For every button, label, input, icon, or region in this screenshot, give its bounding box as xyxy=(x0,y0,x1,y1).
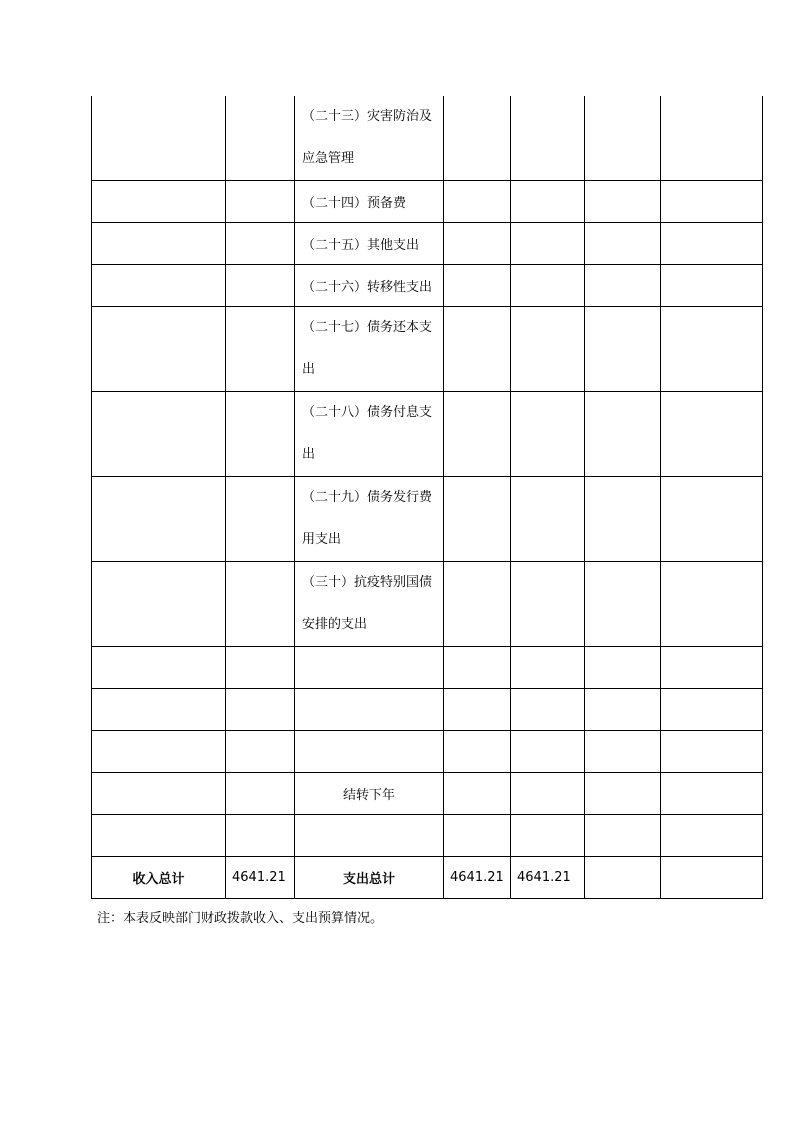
carry-forward-label: 结转下年 xyxy=(295,773,444,815)
table-row xyxy=(92,265,763,307)
expense-total-value: 4641.21 xyxy=(444,857,511,899)
table-row xyxy=(92,307,763,392)
expense-item-label: （二十七）债务还本支出 xyxy=(295,307,444,392)
expense-total-label: 支出总计 xyxy=(295,857,444,899)
table-row xyxy=(92,731,763,773)
expense-item-label: （三十）抗疫特别国债安排的支出 xyxy=(295,562,444,647)
table-row xyxy=(92,647,763,689)
table-row xyxy=(92,815,763,857)
expense-item-label: （二十六）转移性支出 xyxy=(295,265,444,307)
table-row xyxy=(92,562,763,647)
table-row xyxy=(92,689,763,731)
expense-item-label: （二十三）灾害防治及应急管理 xyxy=(295,96,444,181)
expense-item-label: （二十八）债务付息支出 xyxy=(295,392,444,477)
income-total-label: 收入总计 xyxy=(92,857,226,899)
table-note: 注：本表反映部门财政拨款收入、支出预算情况。 xyxy=(97,911,384,926)
totals-row xyxy=(92,857,763,899)
expense-item-label: （二十九）债务发行费用支出 xyxy=(295,477,444,562)
budget-table xyxy=(91,96,763,899)
table-row xyxy=(92,477,763,562)
table-row xyxy=(92,392,763,477)
expense-total-value-general: 4641.21 xyxy=(511,857,585,899)
expense-item-label: （二十五）其他支出 xyxy=(295,223,444,265)
expense-item-label: （二十四）预备费 xyxy=(295,181,444,223)
income-total-value: 4641.21 xyxy=(226,857,295,899)
table-row xyxy=(92,96,763,181)
table-row xyxy=(92,181,763,223)
table-row xyxy=(92,223,763,265)
table-row xyxy=(92,773,763,815)
